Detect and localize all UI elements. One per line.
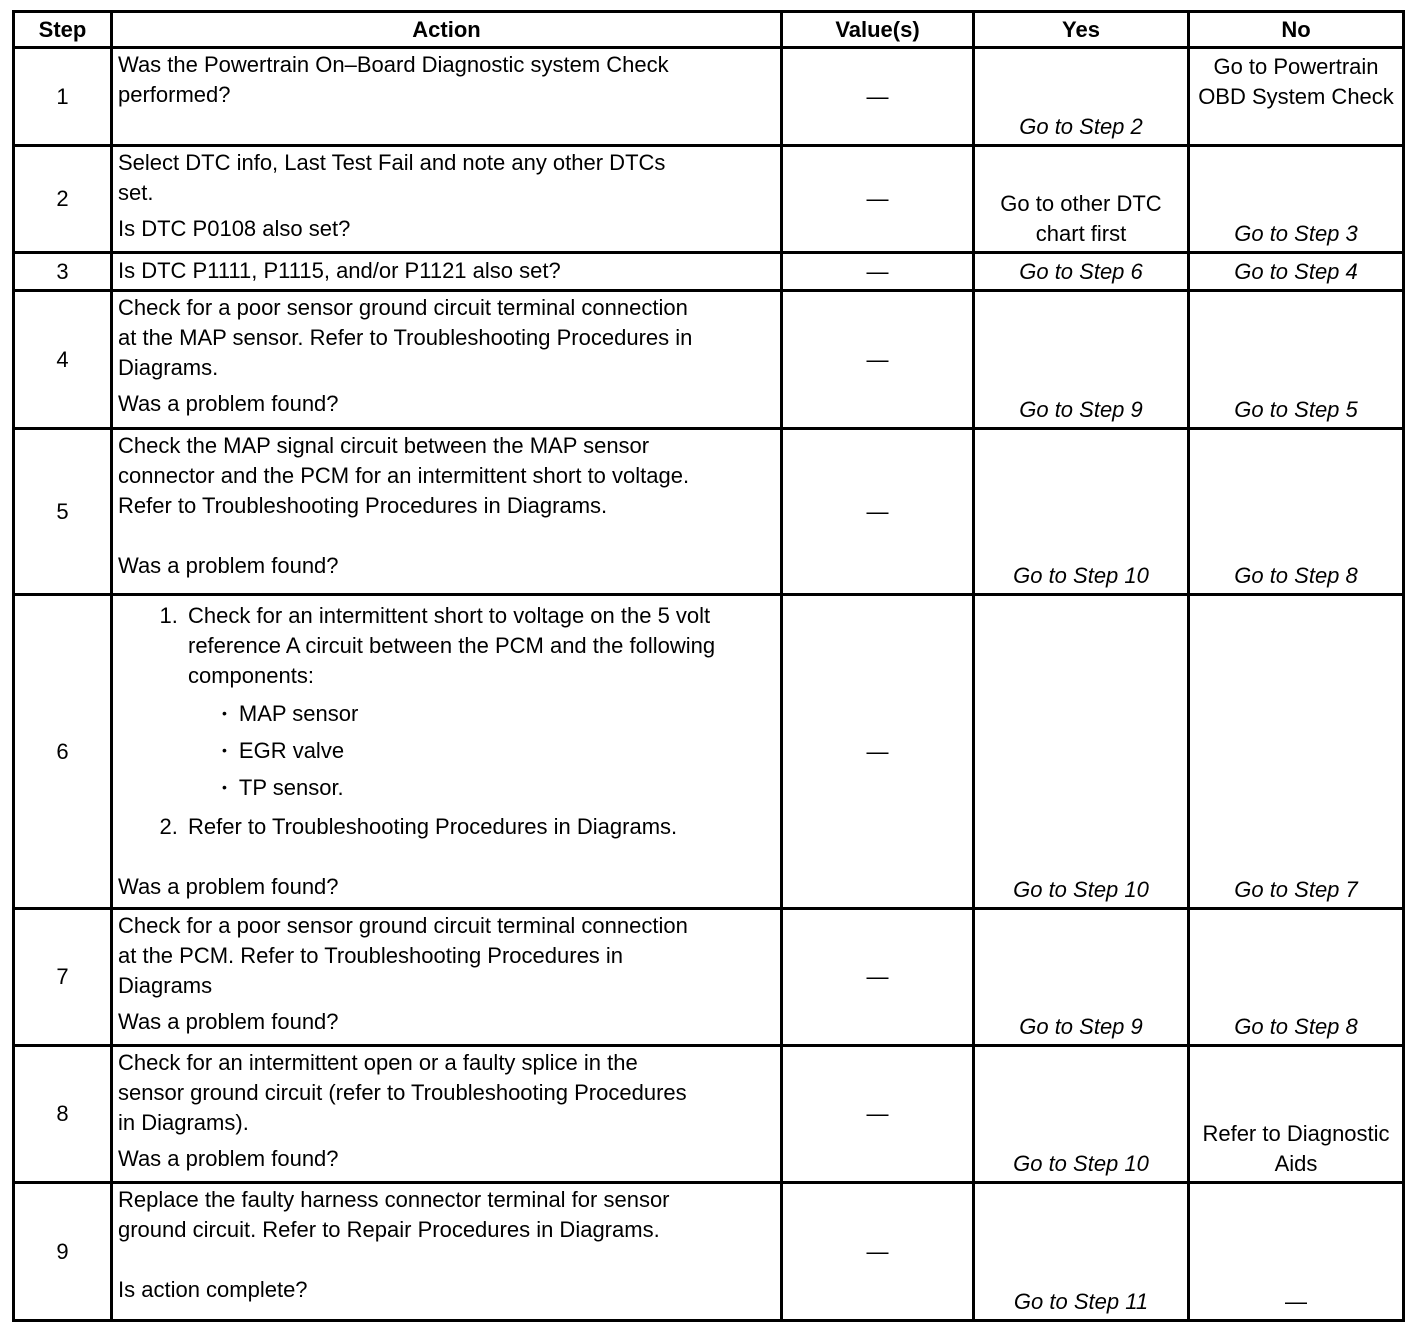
procedure-step (184, 812, 776, 842)
action-text: Select DTC info, Last Test Fail and note any other DTCs (118, 150, 666, 175)
component-item: • TP sensor. (218, 769, 776, 806)
table-row (14, 1183, 1404, 1321)
step-number: 6 (14, 595, 112, 909)
table-row (14, 429, 1404, 595)
action-text: Check for a poor sensor ground circuit terminal connection (118, 913, 688, 938)
action-cell (112, 253, 782, 291)
no-goto: Go to Step 8 (1234, 563, 1358, 588)
step-number: 7 (14, 909, 112, 1046)
action-cell (112, 429, 782, 595)
no-text: Refer to Diagnostic Aids (1202, 1121, 1390, 1176)
table-row (14, 1046, 1404, 1183)
value-cell: — (782, 48, 974, 146)
table-row (14, 48, 1404, 146)
action-text: performed? (118, 82, 231, 107)
no-goto: Go to Step 7 (1234, 877, 1358, 902)
action-question: Was a problem found? (118, 1146, 339, 1171)
action-text: ground circuit. Refer to Repair Procedures in Diagrams. (118, 1217, 660, 1242)
yes-goto: Go to Step 11 (1013, 1289, 1149, 1314)
action-question: Was a problem found? (118, 874, 339, 899)
component-item: • EGR valve (218, 732, 776, 769)
no-goto: Go to Step 3 (1234, 221, 1358, 246)
action-cell (112, 146, 782, 253)
step-number: 4 (14, 291, 112, 429)
action-text: at the PCM. Refer to Troubleshooting Procedures in (118, 943, 624, 968)
procedure-list (118, 601, 776, 842)
header-yes: Yes (974, 12, 1189, 48)
action-text: Check for an intermittent open or a faulty splice in the (118, 1050, 638, 1075)
no-cell (1189, 429, 1404, 595)
value-cell: — (782, 1183, 974, 1321)
step-number: 9 (14, 1183, 112, 1321)
procedure-step-text: Check for an intermittent short to voltage on the 5 volt reference A circuit between the PCM and the following components: (188, 603, 716, 688)
action-cell (112, 595, 782, 909)
value-cell: — (782, 595, 974, 909)
value-cell: — (782, 253, 974, 291)
step-number: 1 (14, 48, 112, 146)
table-row (14, 291, 1404, 429)
no-cell (1189, 146, 1404, 253)
action-cell (112, 1046, 782, 1183)
no-text: Go to Powertrain OBD System Check (1198, 54, 1394, 109)
action-text: Diagrams. (118, 355, 219, 380)
action-cell (112, 909, 782, 1046)
action-text: Diagrams (118, 973, 213, 998)
step-number: 5 (14, 429, 112, 595)
yes-cell (974, 1183, 1189, 1321)
value-cell: — (782, 429, 974, 595)
yes-goto: Go to Step 9 (1019, 397, 1143, 422)
action-text: sensor ground circuit (refer to Troubleshooting Procedures (118, 1080, 687, 1105)
table-row (14, 909, 1404, 1046)
action-question: Is DTC P0108 also set? (118, 216, 351, 241)
no-text: — (1285, 1289, 1307, 1314)
yes-cell (974, 146, 1189, 253)
procedure-step (184, 601, 776, 806)
no-goto: Go to Step 5 (1234, 397, 1358, 422)
table-row (14, 253, 1404, 291)
header-values: Value(s) (782, 12, 974, 48)
yes-cell (974, 291, 1189, 429)
component-list (188, 695, 776, 806)
action-text: connector and the PCM for an intermittent short to voltage. (118, 463, 690, 488)
action-text: Is DTC P1111, P1115, and/or P1121 also set? (118, 258, 561, 283)
action-text: Check the MAP signal circuit between the MAP sensor (118, 433, 650, 458)
yes-text: Go to other DTC chart first (1000, 191, 1162, 246)
no-cell (1189, 1046, 1404, 1183)
table-row (14, 595, 1404, 909)
no-goto: Go to Step 4 (1234, 259, 1358, 284)
table-row (14, 146, 1404, 253)
action-cell (112, 291, 782, 429)
action-cell (112, 1183, 782, 1321)
action-text: at the MAP sensor. Refer to Troubleshooting Procedures in (118, 325, 693, 350)
procedure-step-text: Refer to Troubleshooting Procedures in Diagrams. (188, 814, 678, 839)
action-question: Was a problem found? (118, 553, 339, 578)
yes-cell (974, 595, 1189, 909)
action-text: set. (118, 180, 154, 205)
diagnostic-table (12, 10, 1405, 1322)
step-number: 8 (14, 1046, 112, 1183)
yes-cell (974, 1046, 1189, 1183)
header-row (14, 12, 1404, 48)
yes-goto: Go to Step 6 (1019, 259, 1143, 284)
yes-goto: Go to Step 2 (1019, 114, 1143, 139)
header-no: No (1189, 12, 1404, 48)
yes-cell (974, 429, 1189, 595)
no-cell (1189, 253, 1404, 291)
no-cell (1189, 48, 1404, 146)
yes-cell (974, 48, 1189, 146)
no-cell (1189, 595, 1404, 909)
component-item: • MAP sensor (218, 695, 776, 732)
no-goto: Go to Step 8 (1234, 1014, 1358, 1039)
no-cell (1189, 909, 1404, 1046)
step-number: 2 (14, 146, 112, 253)
action-cell (112, 48, 782, 146)
no-cell (1189, 1183, 1404, 1321)
step-number: 3 (14, 253, 112, 291)
value-cell: — (782, 291, 974, 429)
value-cell: — (782, 909, 974, 1046)
action-text: Check for a poor sensor ground circuit terminal connection (118, 295, 688, 320)
yes-goto: Go to Step 10 (1013, 1151, 1149, 1176)
no-cell (1189, 291, 1404, 429)
yes-goto: Go to Step 10 (1013, 563, 1149, 588)
action-question: Was a problem found? (118, 1009, 339, 1034)
action-question: Was a problem found? (118, 391, 339, 416)
action-question: Is action complete? (118, 1277, 308, 1302)
action-text: Refer to Troubleshooting Procedures in Diagrams. (118, 493, 608, 518)
yes-cell (974, 253, 1189, 291)
header-action: Action (112, 12, 782, 48)
value-cell: — (782, 1046, 974, 1183)
action-text: Replace the faulty harness connector terminal for sensor (118, 1187, 670, 1212)
action-text: in Diagrams). (118, 1110, 249, 1135)
yes-goto: Go to Step 9 (1019, 1014, 1143, 1039)
yes-cell (974, 909, 1189, 1046)
value-cell: — (782, 146, 974, 253)
header-step: Step (14, 12, 112, 48)
yes-goto: Go to Step 10 (1013, 877, 1149, 902)
action-text: Was the Powertrain On–Board Diagnostic system Check (118, 52, 669, 77)
